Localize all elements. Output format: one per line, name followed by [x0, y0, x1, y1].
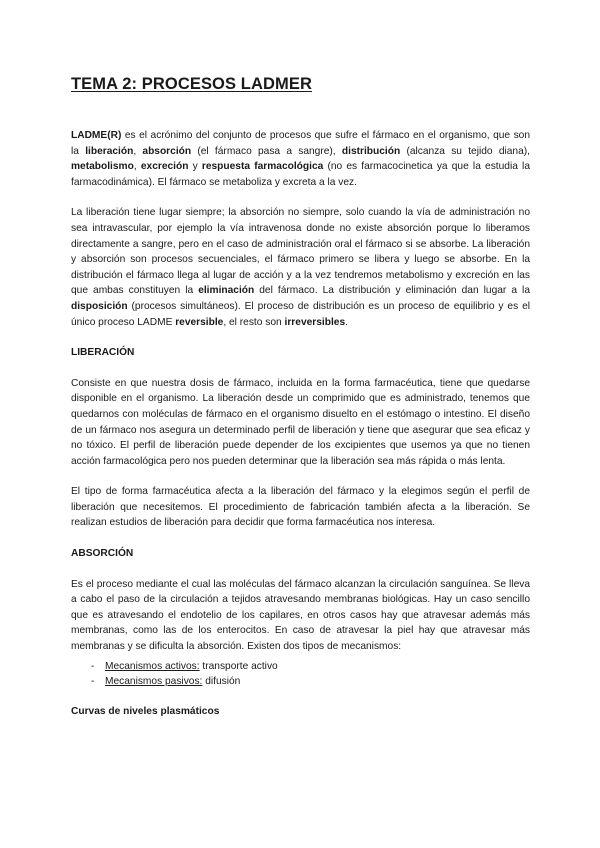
dash-bullet: -	[91, 660, 95, 672]
mechanisms-list	[71, 659, 530, 690]
term-eliminacion: eliminación	[198, 285, 255, 297]
term-absorcion: absorción	[142, 145, 192, 157]
subheading-curvas: Curvas de niveles plasmáticos	[71, 705, 220, 717]
page-title: TEMA 2: PROCESOS LADMER	[71, 75, 312, 93]
term-metabolismo: metabolismo	[71, 161, 134, 173]
term-respuesta: respuesta farmacológica	[201, 161, 324, 173]
mechanism-desc: transporte activo	[199, 660, 278, 672]
term-liberacion: liberación	[85, 145, 134, 157]
term-reversible: reversible	[175, 316, 224, 328]
term-excrecion: excreción	[140, 161, 189, 173]
mechanism-label: Mecanismos pasivos:	[105, 676, 203, 688]
list-item	[93, 674, 530, 690]
liberacion-paragraph-2: El tipo de forma farmacéutica afecta a la liberación del fármaco y la elegimos según el perfil de liberación que necesitemos. El procedimiento de fabricación también afecta a la liberación. Se realizan estudios de liberación para decidir que forma farmacéutica nos interesa.	[71, 486, 530, 529]
list-item	[93, 659, 530, 675]
absorcion-paragraph: Es el proceso mediante el cual las moléculas del fármaco alcanzan la circulación sanguínea. Se lleva a cabo el paso de la circulación a tejidos atravesando membranas biológicas. Hay un caso sencillo que es atravesando el endotelio de los capilares, en otros casos hay que atravesar además más membranas, como las de los enterocitos. En caso de atravesar la piel hay que atravesar más membranas y se dificulta la absorción. Existen dos tipos de mecanismos:	[71, 578, 530, 653]
liberacion-paragraph-1: Consiste en que nuestra dosis de fármaco, incluida en la forma farmacéutica, tiene que quedarse disponible en el organismo. La liberación desde un comprimido que es administrado, tenemos que quedarnos con moléculas de fármaco en el organismo disuelto en el estómago o intestino. El diseño de un fármaco nos asegura un determinado perfil de liberación y tiene que asegurar que sea eficaz y no tóxico. El perfil de liberación puede depender de los excipientes que usemos ya que no tienen acción farmacológica pero nos pueden determinar que la liberación sea más rápida o más lenta.	[71, 377, 530, 467]
mechanism-label: Mecanismos activos:	[105, 660, 200, 672]
section-heading-liberacion: LIBERACIÓN	[71, 347, 135, 359]
term-distribucion: distribución	[341, 145, 401, 157]
term-disposicion: disposición	[71, 300, 128, 312]
dash-bullet: -	[91, 676, 95, 688]
term-ladme: LADME(R)	[71, 130, 122, 141]
term-irreversibles: irreversibles	[284, 316, 346, 328]
section-heading-absorcion: ABSORCIÓN	[71, 548, 134, 560]
mechanism-desc: difusión	[202, 676, 241, 688]
intro-paragraph: LADME(R) es el acrónimo del conjunto de procesos que sufre el fármaco en el organismo, que son la liberación, absorción (el fármaco pasa a sangre), distribución (alcanza su tejido diana), metabolismo, excreción y respuesta farmacológica (no es farmacocinetica ya que la estudia la farmacodinámica). El fármaco se metaboliza y excreta a la vez.	[71, 130, 530, 188]
overview-paragraph: La liberación tiene lugar siempre; la absorción no siempre, solo cuando la vía de administración no sea intravascular, por ejemplo la vía intravenosa donde no existe absorción porque lo liberamos directamente a sangre, pero en el caso de administración oral el fármaco si se absorbe. La liberación y absorción son procesos secuenciales, el fármaco primero se libera y luego se absorbe. En la distribución el fármaco llega al lugar de acción y a la vez tendremos metabolismo y excreción en las que ambas constituyen la eliminación del fármaco. La distribución y eliminación dan lugar a la disposición (procesos simultáneos). El proceso de distribución es un proceso de equilibrio y es el único proceso LADME reversible, el resto son irreversibles.	[71, 207, 530, 328]
